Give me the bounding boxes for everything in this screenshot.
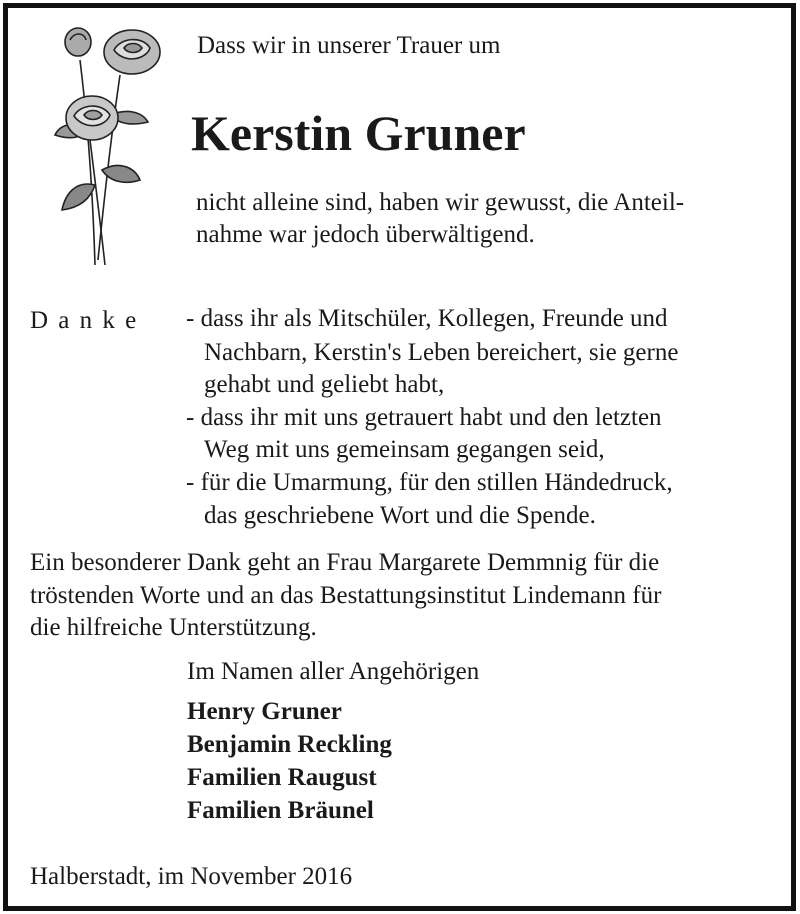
place-date: Halberstadt, im November 2016	[30, 863, 353, 890]
signatory: Familien Raugust	[187, 764, 377, 791]
item-3-line2: das geschriebene Wort und die Spende.	[204, 502, 596, 529]
signatory: Benjamin Reckling	[187, 731, 392, 758]
item-1-line3: gehabt und geliebt habt,	[204, 371, 445, 398]
signoff-line: Im Namen aller Angehörigen	[187, 658, 480, 685]
signatory: Henry Gruner	[187, 698, 342, 725]
item-2-line2: Weg mit uns gemeinsam gegangen seid,	[204, 436, 605, 463]
intro-line: Dass wir in unserer Trauer um	[197, 32, 501, 59]
item-2-line1: - dass ihr mit uns getrauert habt und den letzten	[186, 404, 662, 431]
item-3-line1: - für die Umarmung, für den stillen Händedruck,	[186, 469, 673, 496]
thanks-line2: tröstenden Worte und an das Bestattungsinstitut Lindemann für	[30, 582, 662, 609]
para1-line1: nicht alleine sind, haben wir gewusst, die Anteil-	[196, 189, 685, 216]
roses-icon	[50, 20, 175, 270]
item-1-line2: Nachbarn, Kerstin's Leben bereichert, sie gerne	[204, 339, 679, 366]
signatory: Familien Bräunel	[187, 797, 374, 824]
thanks-line3: die hilfreiche Unterstützung.	[30, 614, 317, 641]
para1-line2: nahme war jedoch überwältigend.	[196, 221, 535, 248]
deceased-name: Kerstin Gruner	[191, 105, 526, 161]
thanks-line1: Ein besonderer Dank geht an Frau Margarete Demmnig für die	[30, 549, 660, 576]
danke-label: D a n k e	[30, 307, 139, 334]
item-1-line1: - dass ihr als Mitschüler, Kollegen, Freunde und	[186, 305, 668, 332]
